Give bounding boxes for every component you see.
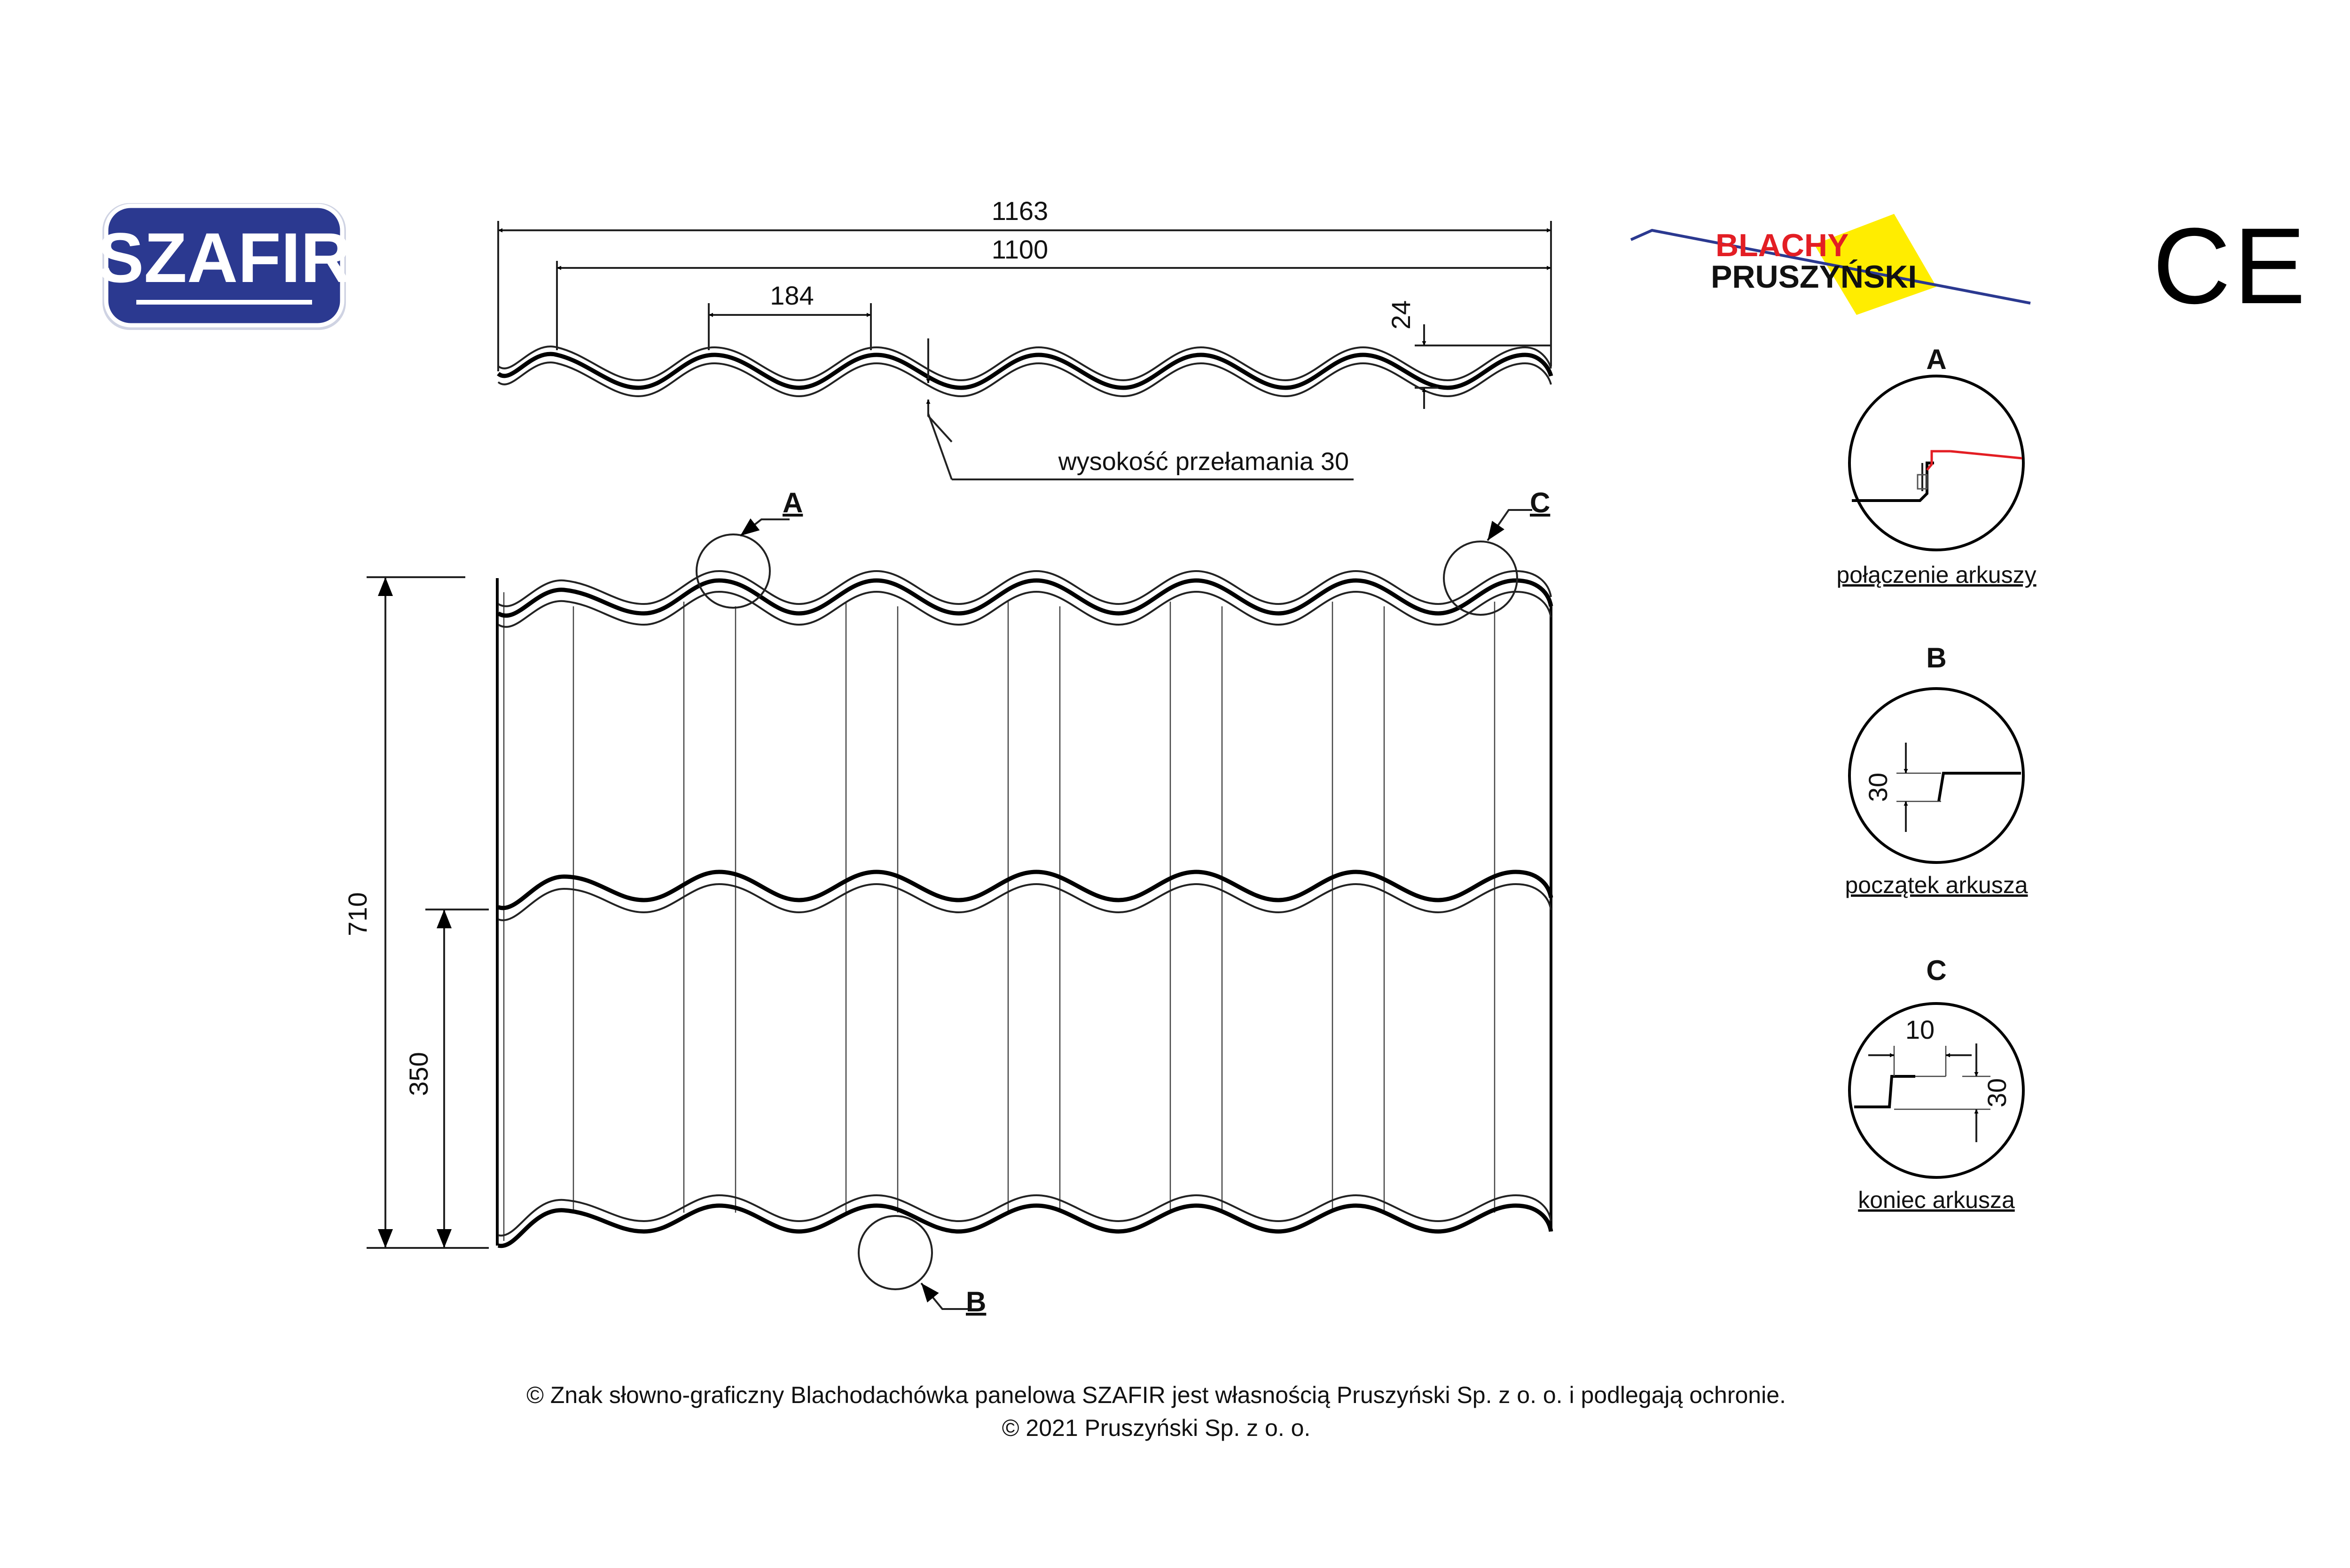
sheet-view: [343, 487, 1551, 1317]
footer-copyright-line2: © 2021 Pruszyński Sp. z o. o.: [1002, 1415, 1311, 1441]
detail-a-caption: połączenie arkuszy: [1836, 562, 2037, 588]
break-height-label: wysokość przełamania 30: [1058, 447, 1349, 476]
detail-a-circle: [1849, 376, 2023, 550]
company-logo-line2: PRUSZYŃSKI: [1711, 259, 1917, 295]
profile-wave: [498, 354, 1551, 388]
detail-c-caption: koniec arkusza: [1858, 1187, 2015, 1213]
detail-b-letter: B: [1926, 642, 1947, 674]
callout-label-a: A: [783, 487, 803, 518]
szafir-logo: [97, 203, 352, 330]
detail-b-caption: początek arkusza: [1845, 872, 2028, 898]
sheet-bottom-edge: [498, 1195, 1551, 1246]
detail-c-dim-h: 10: [1905, 1015, 1935, 1044]
detail-a: [1836, 344, 2036, 588]
szafir-logo-text: SZAFIR: [97, 218, 352, 297]
ce-mark: CE: [2153, 205, 2309, 326]
sheet-rib-lines: [573, 602, 1495, 1213]
detail-b-dim: 30: [1863, 772, 1893, 802]
dim-step-length: 350: [404, 1052, 433, 1096]
company-logo-line1: BLACHY: [1716, 227, 1849, 263]
detail-c-letter: C: [1926, 955, 1947, 986]
dim-effective-width: 1100: [991, 235, 1049, 264]
dim-total-length: 710: [343, 892, 372, 936]
dim-module-width: 184: [770, 281, 814, 310]
detail-c: [1849, 955, 2023, 1213]
callout-circle-a: [697, 534, 770, 608]
sheet-middle-step: [498, 872, 1551, 920]
callout-label-c: C: [1530, 487, 1551, 518]
blachy-pruszynski-logo: [1631, 214, 2030, 315]
callout-circle-c: [1444, 541, 1517, 615]
footer-copyright-line1: © Znak słowno-graficzny Blachodachówka panelowa SZAFIR jest własnością Pruszyński Sp. z o. o. i podlegają ochronie.: [526, 1382, 1786, 1408]
callout-circle-b: [859, 1216, 932, 1289]
profile-view: [498, 196, 1551, 479]
callout-label-b: B: [966, 1286, 987, 1317]
dim-total-width: 1163: [991, 196, 1049, 226]
detail-a-letter: A: [1926, 344, 1947, 375]
dim-profile-height: 24: [1386, 300, 1416, 330]
break-height-leader: [928, 400, 952, 442]
detail-b: [1845, 642, 2028, 898]
sheet-top-edge: [498, 571, 1551, 627]
szafir-logo-underline: [136, 300, 312, 305]
detail-c-dim-v: 30: [1982, 1078, 2012, 1108]
